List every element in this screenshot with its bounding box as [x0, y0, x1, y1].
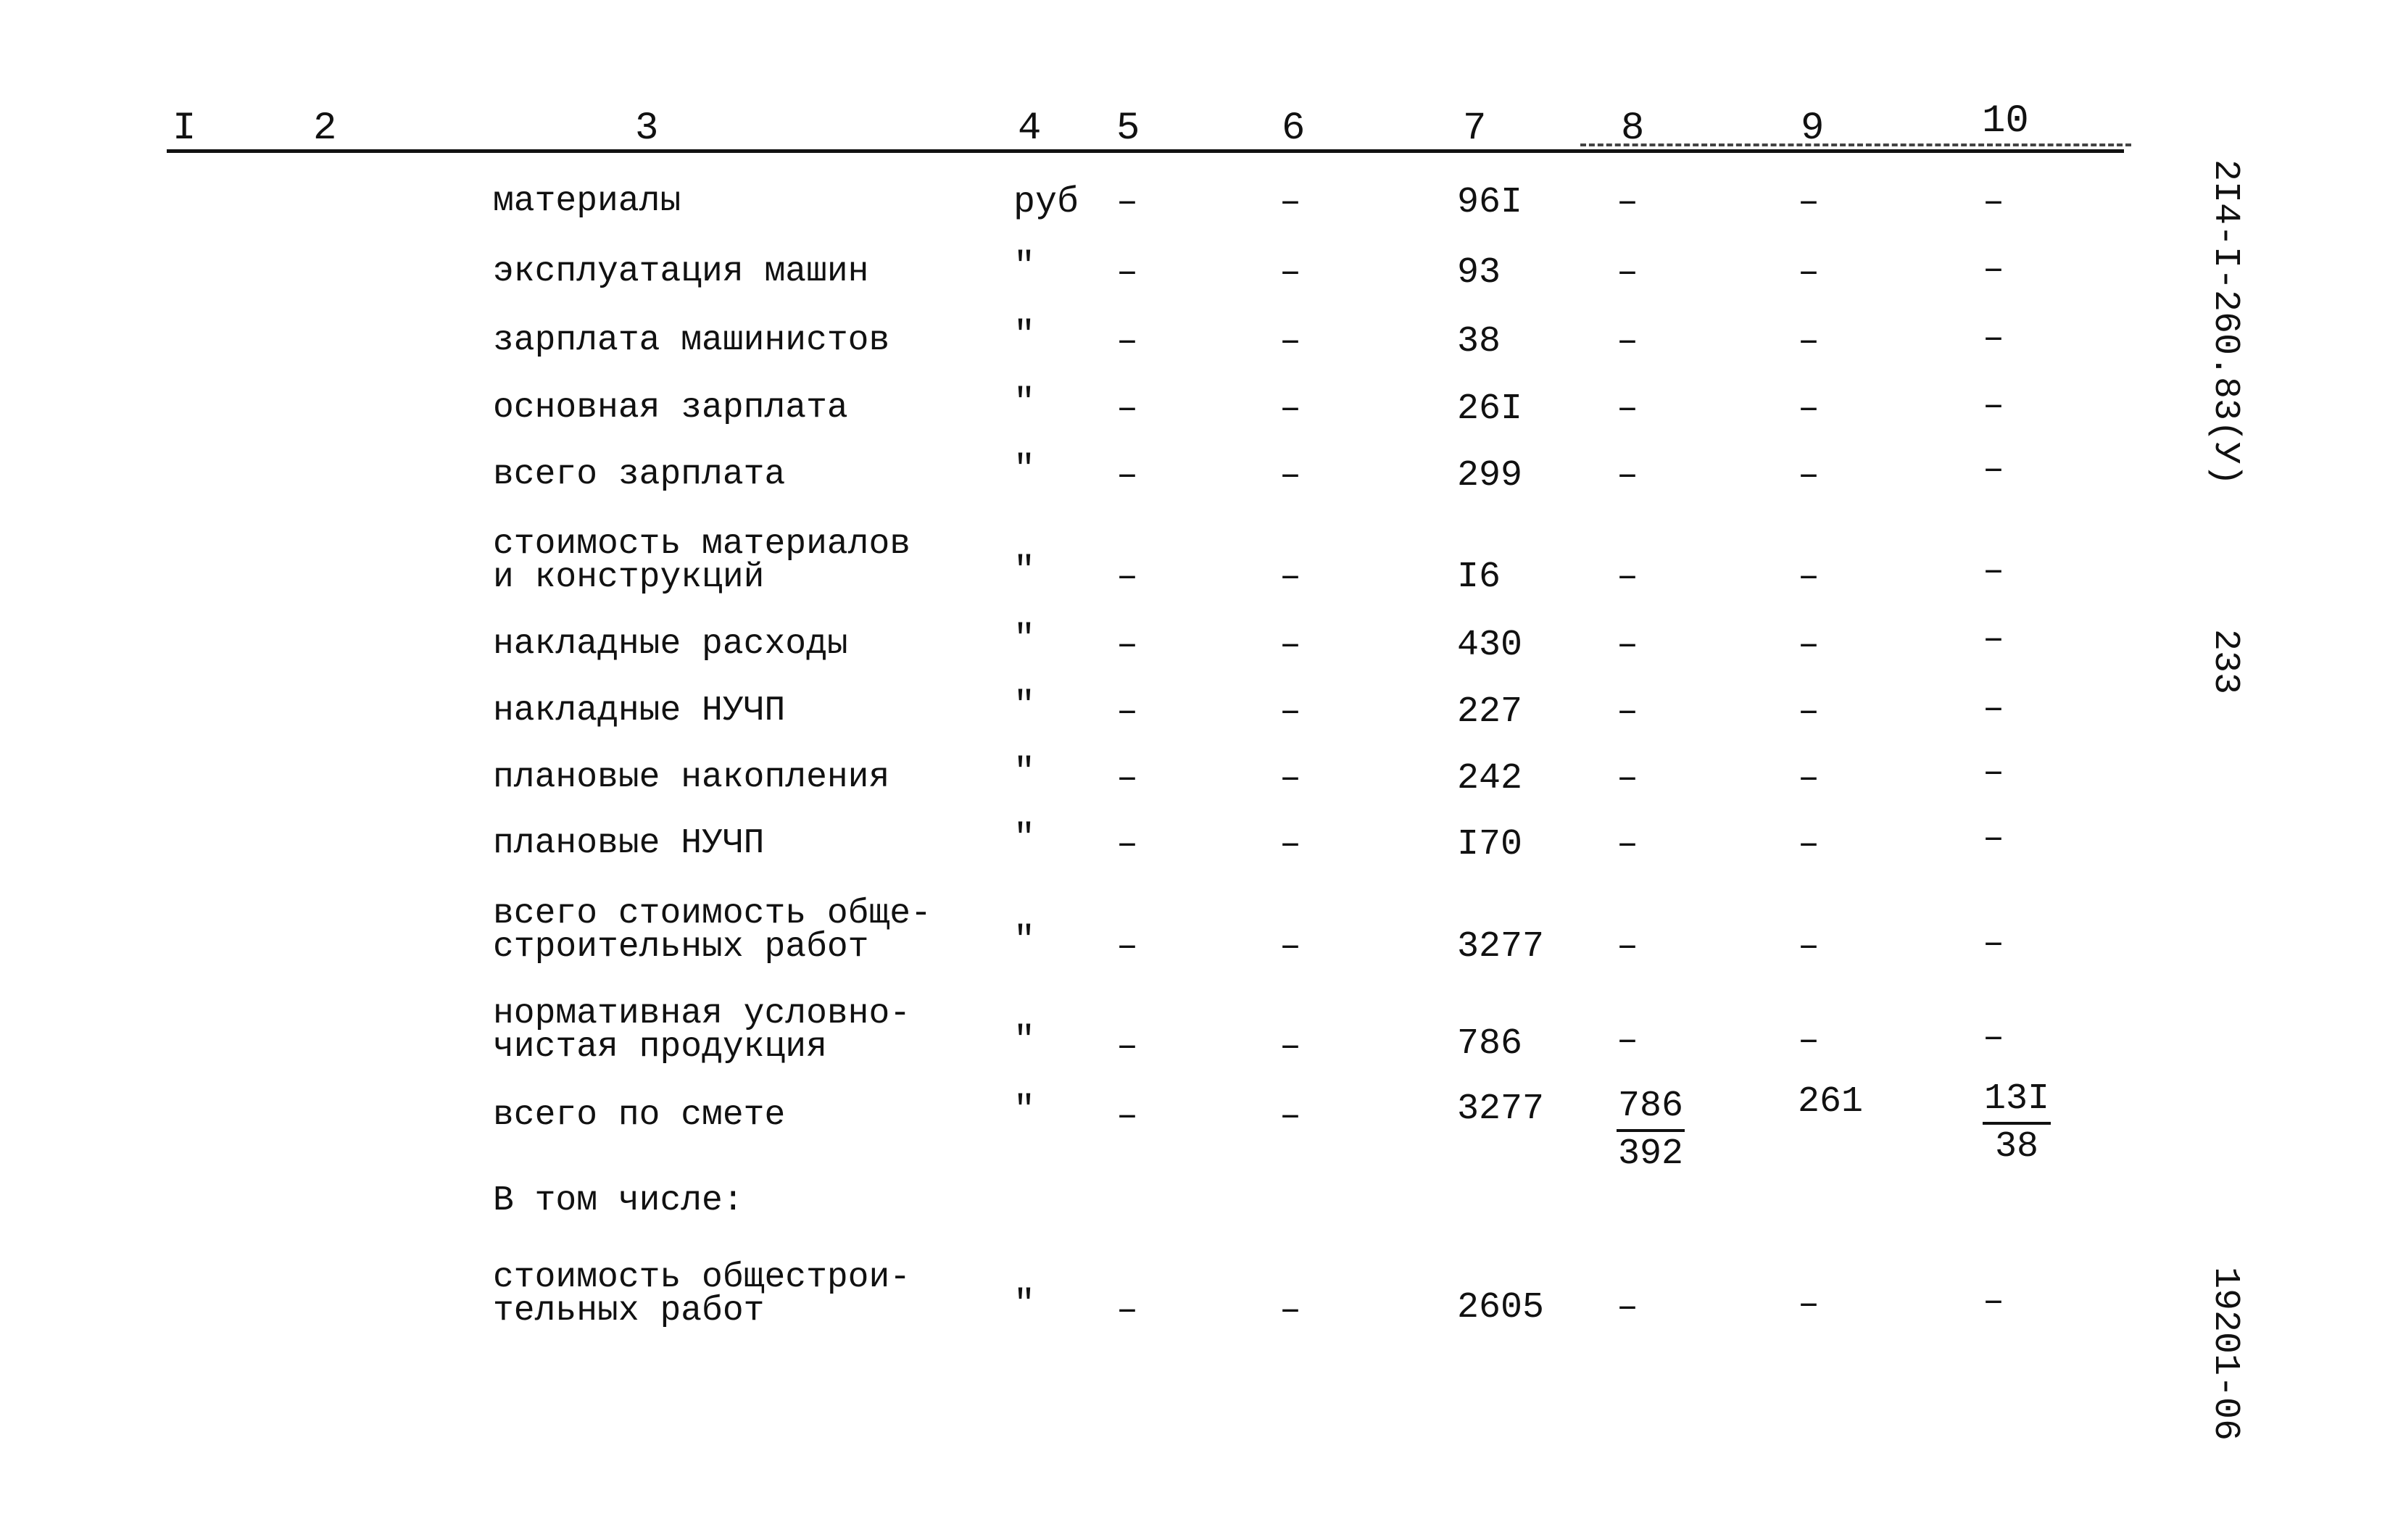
row-label: плановые накопления: [493, 758, 890, 797]
col8-cell: –: [1617, 182, 1639, 223]
col9-cell: –: [1798, 321, 1820, 362]
unit-cell: ": [1013, 920, 1036, 962]
col9-cell: –: [1798, 252, 1820, 294]
col10-cell: –: [1983, 551, 2005, 592]
col-header-10: 10: [1982, 99, 2029, 143]
col-header-2: 2: [313, 107, 337, 151]
col8-cell: –: [1617, 321, 1639, 362]
col10-cell: –: [1983, 249, 2005, 291]
col10-cell: –: [1983, 688, 2005, 730]
col10-cell: –: [1983, 449, 2005, 491]
col10-cell: –: [1983, 818, 2005, 860]
col9-cell: –: [1798, 1284, 1820, 1325]
col6-cell: –: [1279, 455, 1302, 496]
col6-cell: –: [1279, 1290, 1302, 1331]
row-label: основная зарплата: [493, 388, 848, 428]
row-label: всего по смете: [493, 1096, 786, 1135]
col10-cell: –: [1983, 386, 2005, 427]
row-label: В том числе:: [493, 1181, 744, 1220]
col7-value: 38: [1457, 321, 1501, 362]
unit-cell: ": [1013, 752, 1036, 794]
col7-value: 26I: [1457, 388, 1523, 430]
row-label: [493, 525, 911, 597]
col10-cell: –: [1983, 318, 2005, 359]
col7-value: 3277: [1457, 926, 1545, 967]
page-number: 233: [2204, 629, 2246, 695]
col7-value: 227: [1457, 691, 1523, 733]
row-label: [493, 994, 911, 1067]
col5-cell: –: [1116, 557, 1139, 598]
col10-fraction: [1983, 1078, 2051, 1168]
row-label: [493, 1258, 911, 1331]
col7-value: 242: [1457, 758, 1523, 799]
col9-cell: –: [1798, 388, 1820, 430]
col8-cell: –: [1617, 824, 1639, 865]
fraction: [1983, 1078, 2051, 1168]
unit-cell: ": [1013, 1284, 1036, 1325]
col7-value: I70: [1457, 824, 1523, 865]
row-label-line: чистая продукция: [493, 1028, 827, 1067]
col8-cell: –: [1617, 455, 1639, 496]
col6-cell: –: [1279, 321, 1302, 362]
col6-cell: –: [1279, 557, 1302, 598]
col7-value: 93: [1457, 252, 1501, 294]
col7-value: 2605: [1457, 1287, 1545, 1328]
unit-cell: ": [1013, 383, 1036, 424]
col6-cell: –: [1279, 926, 1302, 967]
col5-cell: –: [1116, 926, 1139, 967]
row-label: всего зарплата: [493, 455, 786, 494]
col9-cell: –: [1798, 926, 1820, 967]
fraction-denominator: 38: [1995, 1126, 2039, 1168]
col10-cell: –: [1983, 752, 2005, 794]
col5-cell: –: [1116, 824, 1139, 865]
col5-cell: –: [1116, 182, 1139, 223]
unit-cell: ": [1013, 1020, 1036, 1062]
col8-cell: –: [1617, 557, 1639, 598]
unit-cell: ": [1013, 246, 1036, 288]
col9-cell: –: [1798, 625, 1820, 666]
col7-value: I6: [1457, 557, 1501, 598]
col10-cell: –: [1983, 1017, 2005, 1059]
row-label: [493, 894, 932, 967]
col9-cell: –: [1798, 758, 1820, 799]
col10-cell: –: [1983, 182, 2005, 223]
col6-cell: –: [1279, 388, 1302, 430]
fraction: [1617, 1086, 1685, 1175]
row-label: накладные НУЧП: [493, 691, 786, 731]
col5-cell: –: [1116, 455, 1139, 496]
col-header-8: 8: [1621, 107, 1645, 151]
col5-cell: –: [1116, 758, 1139, 799]
row-label: материалы: [493, 182, 681, 221]
row-label: эксплуатация машин: [493, 252, 869, 291]
col10-cell: –: [1983, 1281, 2005, 1323]
col10-cell: –: [1983, 619, 2005, 660]
unit-cell: руб: [1013, 182, 1079, 223]
col9-value: 261: [1798, 1081, 1864, 1123]
col9-cell: –: [1798, 455, 1820, 496]
col-header-4: 4: [1018, 107, 1042, 151]
col6-cell: –: [1279, 1026, 1302, 1067]
col9-cell: –: [1798, 182, 1820, 223]
col7-value: 96I: [1457, 182, 1523, 223]
unit-cell: ": [1013, 818, 1036, 860]
col-header-9: 9: [1801, 107, 1825, 151]
unit-cell: ": [1013, 449, 1036, 491]
col6-cell: –: [1279, 691, 1302, 733]
document-code: 2I4-I-260.83(У): [2204, 159, 2246, 486]
col9-cell: –: [1798, 824, 1820, 865]
col8-cell: –: [1617, 758, 1639, 799]
col-header-5: 5: [1116, 107, 1140, 151]
unit-cell: ": [1013, 1090, 1036, 1131]
col8-cell: –: [1617, 926, 1639, 967]
fraction-denominator: 392: [1618, 1133, 1684, 1175]
row-label-line: нормативная условно-: [493, 994, 911, 1033]
col7-value: 430: [1457, 625, 1523, 666]
col5-cell: –: [1116, 1096, 1139, 1137]
unit-cell: ": [1013, 686, 1036, 727]
col6-cell: –: [1279, 1096, 1302, 1137]
col7-value: 299: [1457, 455, 1523, 496]
col-header-6: 6: [1282, 107, 1306, 151]
col10-cell: –: [1983, 923, 2005, 965]
col5-cell: –: [1116, 691, 1139, 733]
col5-cell: –: [1116, 252, 1139, 294]
col8-fraction: [1617, 1086, 1685, 1175]
col7-value: 3277: [1457, 1089, 1545, 1130]
col8-cell: –: [1617, 1020, 1639, 1062]
unit-cell: ": [1013, 551, 1036, 592]
col5-cell: –: [1116, 321, 1139, 362]
col-header-1: I: [173, 107, 196, 151]
fraction-numerator: 786: [1617, 1089, 1685, 1132]
row-label-line: и конструкций: [493, 558, 765, 597]
col8-cell: –: [1617, 691, 1639, 733]
col9-cell: –: [1798, 557, 1820, 598]
header-rule-dashed: [1580, 143, 2131, 146]
row-label-line: строительных работ: [493, 928, 869, 967]
col-header-3: 3: [635, 107, 659, 151]
col8-cell: –: [1617, 252, 1639, 294]
row-label: плановые НУЧП: [493, 824, 765, 863]
row-label: зарплата машинистов: [493, 321, 890, 360]
col5-cell: –: [1116, 625, 1139, 666]
row-label-line: стоимость общестрои-: [493, 1258, 911, 1297]
row-label: накладные расходы: [493, 625, 848, 664]
col6-cell: –: [1279, 758, 1302, 799]
col8-cell: –: [1617, 1287, 1639, 1328]
col6-cell: –: [1279, 252, 1302, 294]
unit-cell: ": [1013, 315, 1036, 357]
col5-cell: –: [1116, 1290, 1139, 1331]
row-label-line: всего стоимость обще-: [493, 894, 932, 933]
col7-value: 786: [1457, 1023, 1523, 1065]
col6-cell: –: [1279, 824, 1302, 865]
col8-cell: –: [1617, 388, 1639, 430]
col9-cell: –: [1798, 1020, 1820, 1062]
col5-cell: –: [1116, 388, 1139, 430]
inventory-number: 19201-06: [2204, 1267, 2246, 1441]
col-header-7: 7: [1463, 107, 1487, 151]
col9-cell: –: [1798, 691, 1820, 733]
col5-cell: –: [1116, 1026, 1139, 1067]
col6-cell: –: [1279, 625, 1302, 666]
col8-cell: –: [1617, 625, 1639, 666]
col6-cell: –: [1279, 182, 1302, 223]
row-label-line: стоимость материалов: [493, 525, 911, 564]
fraction-numerator: 13I: [1983, 1081, 2051, 1125]
header-rule: [167, 149, 2124, 153]
unit-cell: ": [1013, 619, 1036, 660]
row-label-line: тельных работ: [493, 1291, 765, 1331]
